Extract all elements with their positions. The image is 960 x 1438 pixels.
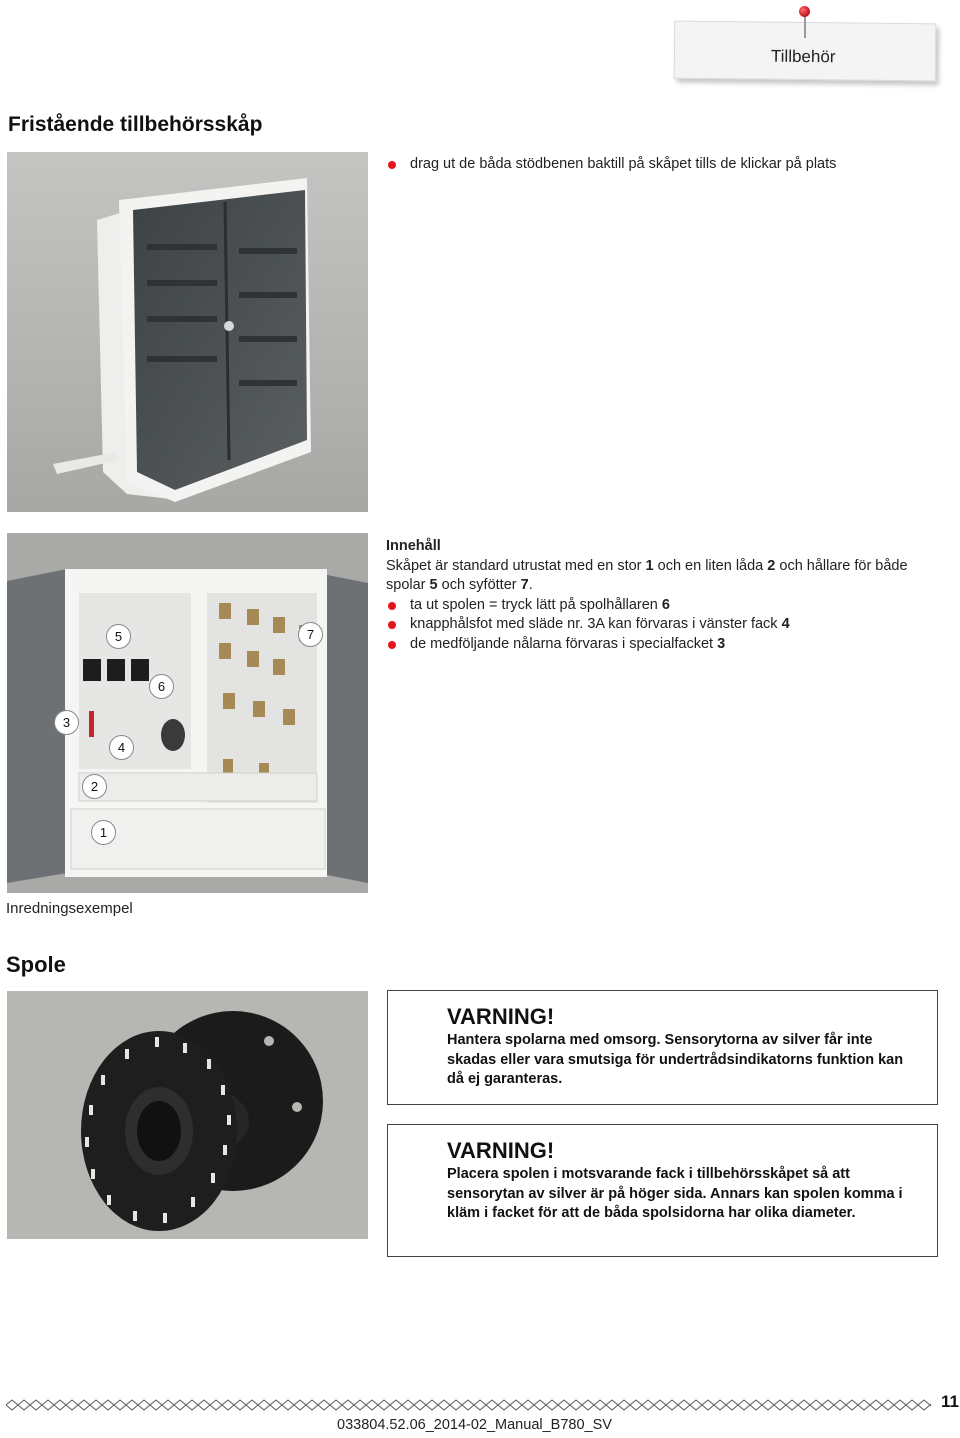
callout-7: 7 (298, 622, 323, 647)
bullet-text: knapphålsfot med släde nr. 3A kan förvaras i vänster fack (410, 616, 782, 632)
contents-text (386, 557, 946, 596)
footer-wave-pattern (6, 1397, 931, 1413)
pushpin-icon (799, 6, 810, 17)
contents-text-part: . (528, 577, 533, 593)
warning-title: VARNING! (447, 1004, 555, 1029)
item-number: 3 (717, 635, 726, 652)
page-number: 11 (941, 1392, 959, 1411)
callout-5: 5 (106, 624, 131, 649)
item-number: 1 (645, 557, 654, 574)
bullet-item: drag ut de båda stödbenen baktill på skåpet tills de klickar på plats (386, 155, 946, 175)
contents-bullet-list (386, 596, 946, 655)
intro-bullet-list (386, 155, 946, 175)
contents-text-part: Skåpet är standard utrustat med en stor (386, 557, 646, 574)
contents-text-part: och en liten låda (653, 557, 768, 574)
contents-text-part: och syfötter (437, 577, 521, 593)
callout-4: 4 (109, 735, 134, 760)
item-number: 4 (781, 616, 790, 632)
contents-block (386, 537, 946, 654)
bullet-item (386, 615, 946, 635)
warning-text: Placera spolen i motsvarande fack i tillbehörsskåpet så att sensorytan av silver är på höger sida. Annars kan spolen komma i kläm i facket för att de båda spolsidorna har olika diameter. (447, 1166, 903, 1221)
warning-box-handling (387, 990, 938, 1105)
pushpin-needle (804, 16, 806, 38)
callout-1: 1 (91, 820, 116, 845)
section-title-cabinet: Fristående tillbehörsskåp (8, 113, 263, 136)
bobbin-photo (7, 991, 368, 1239)
bullet-item (386, 596, 946, 616)
section-title-bobbin: Spole (6, 952, 66, 977)
warning-text: Hantera spolarna med omsorg. Sensorytorna av silver får inte skadas eller vara smutsiga för undertrådsindikatorns funktion kan då ej garanteras. (447, 1032, 904, 1087)
warning-title: VARNING! (447, 1138, 555, 1163)
bullet-text: de medföljande nålarna förvaras i specialfacket (410, 635, 718, 652)
contents-heading: Innehåll (386, 538, 441, 554)
item-number: 2 (767, 557, 776, 574)
item-number: 6 (661, 596, 670, 613)
document-id: 033804.52.06_2014-02_Manual_B780_SV (337, 1417, 612, 1433)
bullet-item (386, 635, 946, 655)
item-number: 7 (520, 577, 529, 593)
warning-box-placement (387, 1124, 938, 1257)
callout-2: 2 (82, 774, 107, 799)
cabinet-photo (7, 152, 368, 512)
callout-3: 3 (54, 710, 79, 735)
photo-caption: Inredningsexempel (6, 900, 133, 917)
item-number: 5 (429, 577, 438, 593)
section-tab-label: Tillbehör (770, 46, 836, 67)
contents-text-part: och hållare för både spolar (386, 557, 908, 593)
callout-6: 6 (149, 674, 174, 699)
bullet-text: ta ut spolen = tryck lätt på spolhållaren (410, 596, 662, 613)
